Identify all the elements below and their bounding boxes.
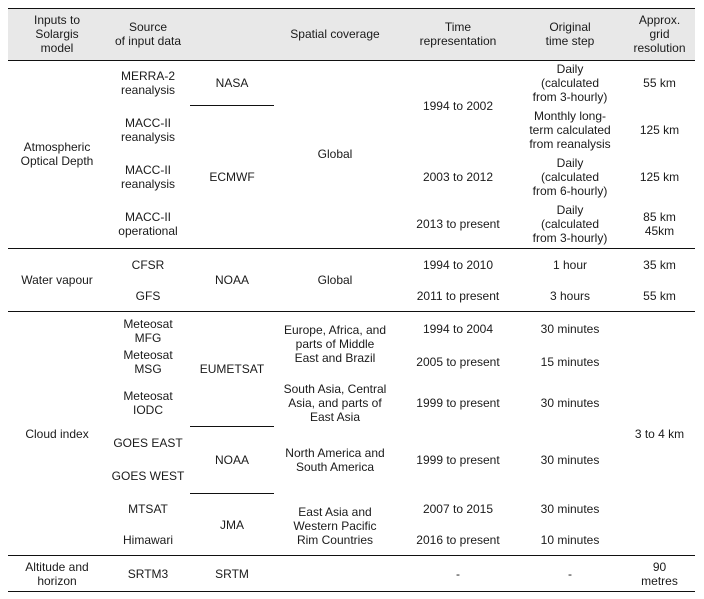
aod-step-1: Monthly long- term calculated from reanalysis [529,109,611,151]
aod-time-1: 2003 to 2012 [422,170,494,184]
aod-step-3: Daily (calculated from 3-hourly) [532,203,608,245]
ci-grid: 3 to 4 km [634,426,685,441]
ci-step-1: 15 minutes [540,355,600,369]
row-divider-ci-alt [8,555,695,556]
ci-source-6: Himawari [122,533,173,547]
wv-source-0: CFSR [131,257,165,272]
row-divider-wv-ci [8,311,695,312]
ci-step-4: 30 minutes [540,502,600,516]
aod-input-label: Atmospheric Optical Depth [20,140,94,168]
ci-org-noaa: NOAA [214,453,249,467]
aod-source-1: MACC-II reanalysis [120,116,176,144]
wv-org: NOAA [214,273,249,287]
aod-source-2: MACC-II reanalysis [120,163,176,191]
ci-org-jma: JMA [220,517,244,532]
alt-grid: 90 metres [641,559,678,588]
header-time-representation: Time representation [419,20,497,48]
alt-step: - [568,566,572,581]
ci-time-5: 2016 to present [416,533,500,547]
ci-source-2: Meteosat IODC [123,389,173,417]
ci-step-3: 30 minutes [540,453,600,467]
ci-spatial-2: North America and South America [285,446,385,474]
wv-time-1: 2011 to present [416,288,500,303]
table-bottom-border [8,591,695,592]
alt-time: - [456,566,460,581]
ci-time-2: 1999 to present [416,396,500,410]
aod-grid-3: 85 km 45km [643,210,676,238]
ci-source-1: Meteosat MSG [123,348,173,376]
aod-spatial: Global [317,147,353,161]
ci-step-2: 30 minutes [540,396,600,410]
header-inputs: Inputs to Solargis model [33,13,81,55]
ci-source-3: GOES EAST [113,436,183,450]
aod-time-0: 1994 to 2002 [422,99,494,113]
ci-spatial-1: South Asia, Central Asia, and parts of East Asia [283,382,387,424]
alt-input-label: Altitude and horizon [25,559,89,588]
aod-grid-1: 125 km [639,123,680,137]
wv-input-label: Water vapour [21,273,93,287]
ci-org-eumetsat: EUMETSAT [199,362,265,376]
ci-input-label: Cloud index [25,426,89,441]
ci-spatial-3: East Asia and Western Pacific Rim Countries [293,505,377,547]
aod-org-ecmwf: ECMWF [209,170,255,184]
header-source: Source of input data [114,20,182,48]
aod-source-0: MERRA-2 reanalysis [120,68,176,97]
ci-step-5: 10 minutes [540,533,600,547]
ci-time-3: 1999 to present [416,453,500,467]
header-spatial-coverage: Spatial coverage [290,27,380,41]
wv-grid-0: 35 km [643,257,676,272]
ci-time-0: 1994 to 2004 [422,322,494,336]
header-time-step: Original time step [545,20,595,48]
aod-grid-2: 125 km [639,170,680,184]
ci-source-5: MTSAT [128,502,168,516]
wv-spatial: Global [317,273,353,287]
ci-step-0: 30 minutes [540,322,600,336]
aod-source-3: MACC-II operational [118,210,178,238]
wv-grid-1: 55 km [643,288,676,303]
wv-step-1: 3 hours [549,288,591,303]
aod-org-nasa: NASA [215,75,249,90]
aod-grid-0: 55 km [643,75,676,90]
ci-spatial-0: Europe, Africa, and parts of Middle East and Brazil [283,323,387,365]
wv-step-0: 1 hour [552,257,588,272]
alt-org: SRTM [215,566,249,581]
ci-source-4: GOES WEST [111,469,185,483]
ci-time-4: 2007 to 2015 [422,502,494,516]
ci-time-1: 2005 to present [416,355,500,369]
aod-step-2: Daily (calculated from 6-hourly) [532,156,608,198]
alt-source: SRTM3 [127,566,169,581]
aod-step-0: Daily (calculated from 3-hourly) [532,61,608,104]
wv-time-0: 1994 to 2010 [422,257,494,272]
aod-time-2: 2013 to present [416,217,500,231]
wv-source-1: GFS [135,288,161,303]
ci-source-0: Meteosat MFG [123,317,173,345]
header-grid-resolution: Approx. grid resolution [633,13,686,55]
